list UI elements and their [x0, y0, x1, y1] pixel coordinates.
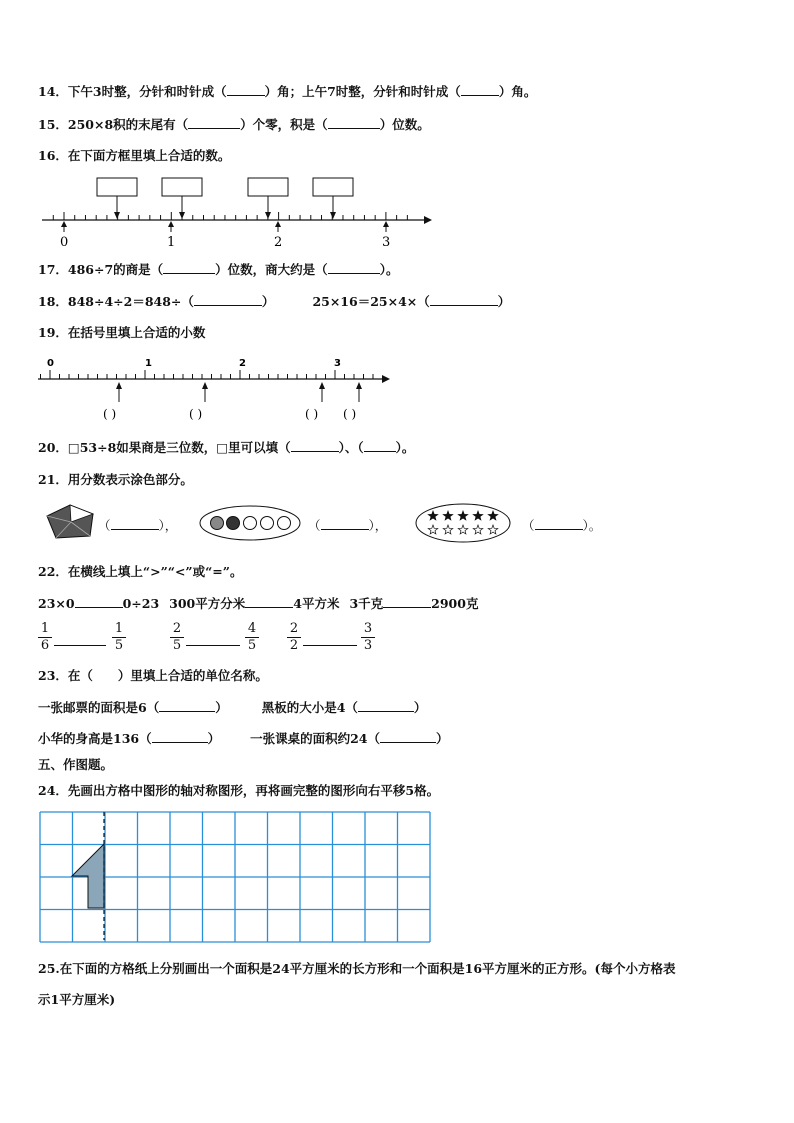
question-25: 25.在下面的方格纸上分别画出一个面积是24平方厘米的长方形和一个面积是16平方厘米的正方形。(每个小方格表: [38, 961, 676, 976]
question-23: 23．在（ ）里填上合适的单位名称。: [38, 668, 268, 683]
tick-label: 1: [145, 358, 152, 369]
answer-paren[interactable]: ( ): [189, 407, 203, 421]
question-16: 16．在下面方框里填上合适的数。: [38, 148, 231, 163]
answer-paren[interactable]: ( ): [103, 407, 117, 421]
answer-21-c: （ ）。: [522, 518, 602, 533]
answer-paren[interactable]: ( ): [305, 407, 319, 421]
fraction: 1 6: [38, 622, 52, 653]
tick-label: 2: [274, 235, 283, 250]
tick-label: 3: [334, 358, 341, 369]
fraction: 4 5: [245, 622, 259, 653]
question-25-cont: 示1平方厘米): [38, 992, 116, 1007]
question-18: 18．848÷4÷2＝848÷（ ） 25×16＝25×4×（ ）: [38, 294, 511, 309]
fraction: 3 3: [361, 622, 375, 653]
section-heading: 五、作图题。: [38, 757, 114, 772]
question-20: 20．□53÷8如果商是三位数，□里可以填（ ）、（ ）。: [38, 440, 415, 455]
question-15: 15．250×8积的末尾有（ ）个零，积是（ ）位数。: [38, 117, 430, 132]
question-22-row1: 23×0 0÷23 300平方分米 4平方米 3千克 2900克: [38, 596, 479, 611]
question-21: 21．用分数表示涂色部分。: [38, 472, 193, 487]
answer-21-b: （ ），: [308, 518, 388, 533]
question-23-row1: 一张邮票的面积是6（ ） 黑板的大小是4（ ）: [38, 700, 427, 715]
question-22: 22．在横线上填上“>”“<”或“=”。: [38, 564, 243, 579]
answer-paren[interactable]: ( ): [343, 407, 357, 421]
question-24: 24．先画出方格中图形的轴对称图形，再将画完整的图形向右平移5格。: [38, 783, 440, 798]
fraction: 1 5: [112, 622, 126, 653]
answer-21-a: （ ），: [98, 518, 178, 533]
fraction: 2 2: [287, 622, 301, 653]
half-shape: [72, 844, 104, 908]
question-14: 14．下午3时整，分针和时针成（ ）角；上午7时整，分针和时针成（ ）角。: [38, 84, 537, 99]
tick-label: 0: [47, 358, 54, 369]
tick-label: 3: [382, 235, 391, 250]
tick-label: 0: [60, 235, 69, 250]
question-19: 19．在括号里填上合适的小数: [38, 325, 206, 340]
question-23-row2: 小华的身高是136（ ） 一张课桌的面积约24（ ）: [38, 731, 449, 746]
question-number: 14．: [38, 84, 68, 99]
tick-label: 1: [167, 235, 176, 250]
fraction: 2 5: [170, 622, 184, 653]
tick-label: 2: [239, 358, 246, 369]
question-17: 17．486÷7的商是（ ）位数，商大约是（ ）。: [38, 262, 399, 277]
